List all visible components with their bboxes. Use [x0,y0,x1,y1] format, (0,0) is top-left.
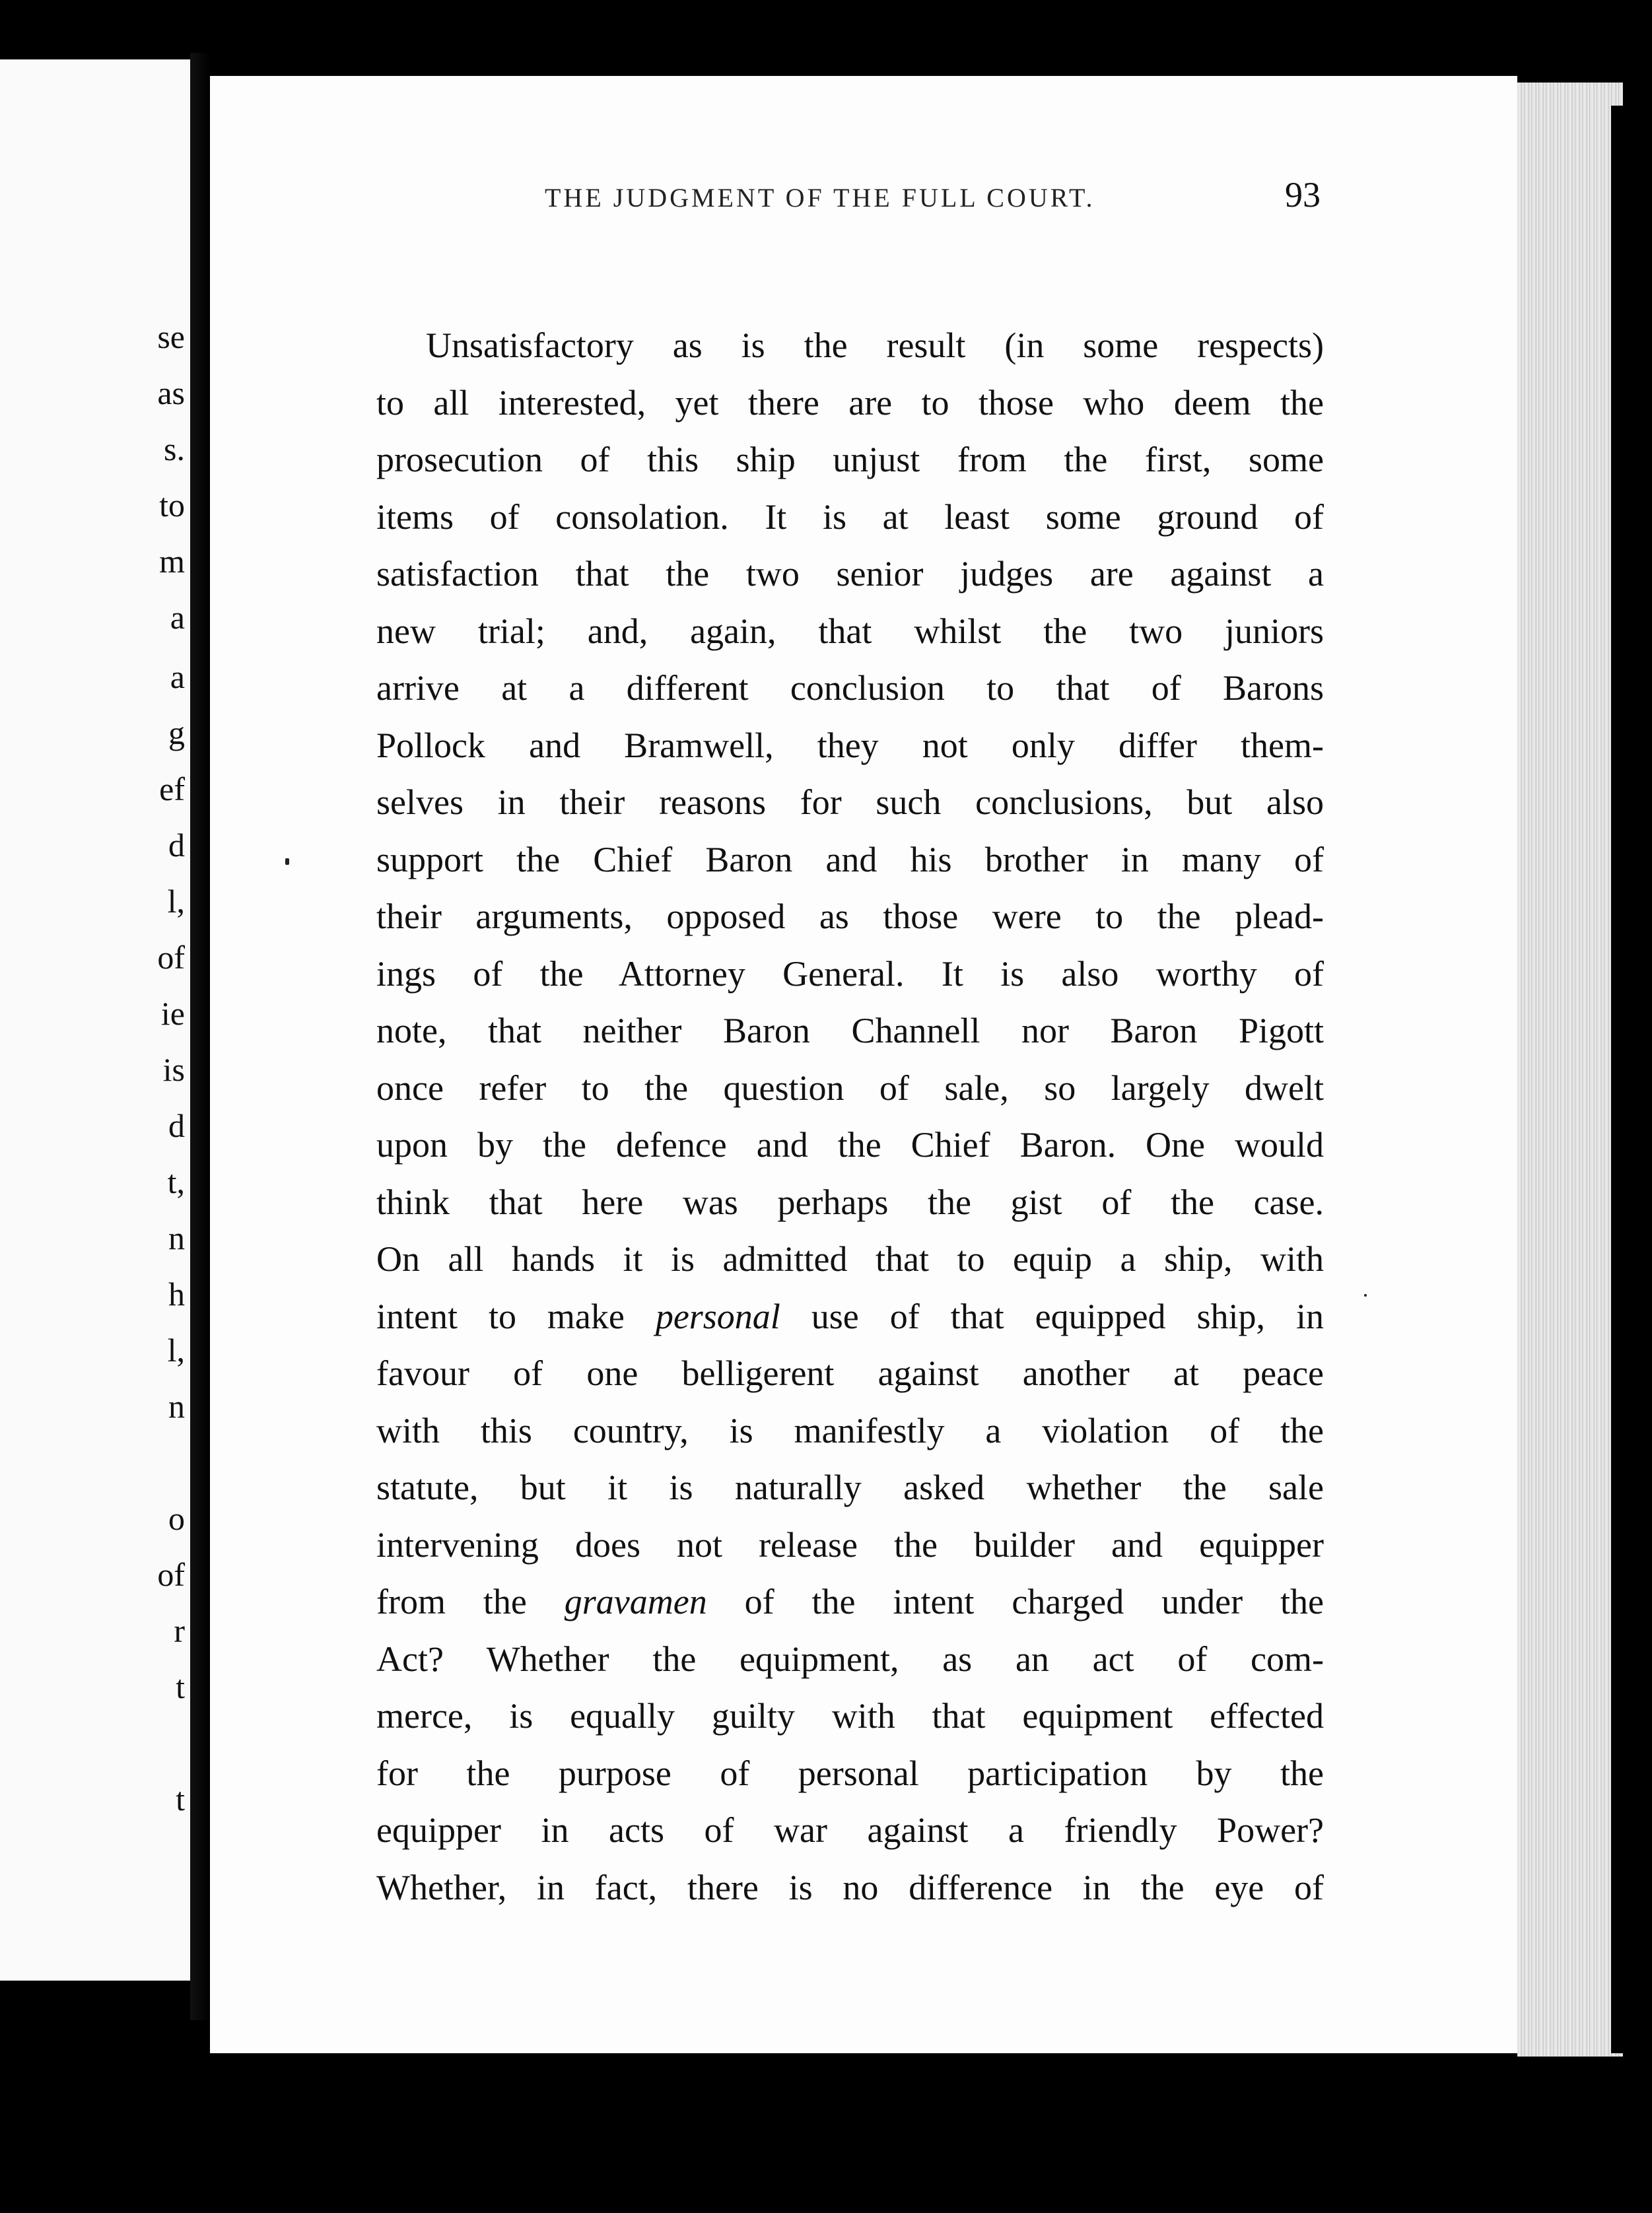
left-page-fragment: d [168,827,185,864]
left-page-fragment: t [176,1668,185,1705]
text-line: items of consolation. It is at least some ground of [376,496,1324,537]
text-line: support the Chief Baron and his brother in many of [376,839,1324,879]
text-line: their arguments, opposed as those were to the plead- [376,897,1324,936]
left-page-fragment: g [168,714,185,751]
text-line: Whether, in fact, there is no difference in the eye of [376,1867,1324,1907]
left-page-fragment: a [170,599,185,636]
text-line: with this country, is manifestly a violation of the [376,1410,1324,1450]
page-edges [1517,83,1623,2057]
left-page-fragment: of [157,1556,185,1593]
text-line: think that here was perhaps the gist of the case. [376,1182,1324,1222]
left-page-fragment: s. [164,430,185,467]
left-page-fragment: se [157,318,185,355]
text-line: selves in their reasons for such conclusions, but also [376,782,1324,822]
text-line: intent to make personal use of that equipped ship, in [376,1296,1324,1336]
text-line: new trial; and, again, that whilst the two juniors [376,611,1324,651]
text-line: favour of one belligerent against another at peace [376,1353,1324,1393]
ink-speck [285,858,289,865]
text-line: once refer to the question of sale, so largely dwelt [376,1068,1324,1108]
left-page-fragment: t [176,1781,185,1818]
left-page-fragment: d [168,1107,185,1144]
left-page-fragment: a [170,658,185,695]
left-page-fragment: n [168,1388,185,1425]
page-number: 93 [1285,175,1321,215]
left-page-fragment: n [168,1219,185,1256]
text-line: ings of the Attorney General. It is also worthy of [376,953,1324,994]
text-line: upon by the defence and the Chief Baron. One would [376,1125,1324,1165]
text-line: note, that neither Baron Channell nor Baron Pigott [376,1011,1324,1050]
book-gutter [190,53,210,2020]
text-line: from the gravamen of the intent charged under the [376,1582,1324,1621]
page-edges-shadow [1611,106,1652,2053]
left-page-fragment: ie [160,995,185,1032]
text-line: prosecution of this ship unjust from the first, some [376,440,1324,479]
italic-word: personal [655,1296,780,1336]
text-line: merce, is equally guilty with that equipment effected [376,1696,1324,1736]
left-page-fragment: to [159,487,185,524]
italic-word: gravamen [564,1582,707,1621]
text-line: intervening does not release the builder and equipper [376,1524,1324,1565]
running-head: THE JUDGMENT OF THE FULL COURT. [545,183,1095,213]
left-page-fragment: l, [167,883,185,920]
text-line: Act? Whether the equipment, as an act of com- [376,1639,1324,1679]
page-header [330,165,1321,224]
text-line: Pollock and Bramwell, they not only differ them- [376,725,1324,765]
left-page-fragment: is [162,1051,185,1088]
left-facing-page [0,59,190,1981]
text-line: Unsatisfactory as is the result (in some respects) [426,325,1324,365]
left-page-fragment: as [157,374,185,411]
left-page-fragment: m [159,543,185,580]
text-line: satisfaction that the two senior judges are against a [376,554,1324,594]
body-text [376,317,1324,1916]
text-line: arrive at a different conclusion to that of Barons [376,668,1324,708]
text-line: for the purpose of personal participation by the [376,1753,1324,1793]
left-page-fragment: of [157,939,185,976]
text-line: On all hands it is admitted that to equip a ship, with [376,1239,1324,1279]
text-line: to all interested, yet there are to those who deem the [376,382,1324,423]
text-line: statute, but it is naturally asked whether the sale [376,1468,1324,1507]
left-page-fragment: ef [159,770,185,807]
left-page-fragment: r [174,1612,185,1649]
text-line: equipper in acts of war against a friendly Power? [376,1810,1324,1850]
left-page-fragment: t, [167,1163,185,1200]
left-page-fragment: o [168,1500,185,1537]
left-page-fragment: l, [167,1332,185,1369]
left-page-fragment: h [168,1276,185,1312]
ink-speck [1364,1294,1367,1297]
